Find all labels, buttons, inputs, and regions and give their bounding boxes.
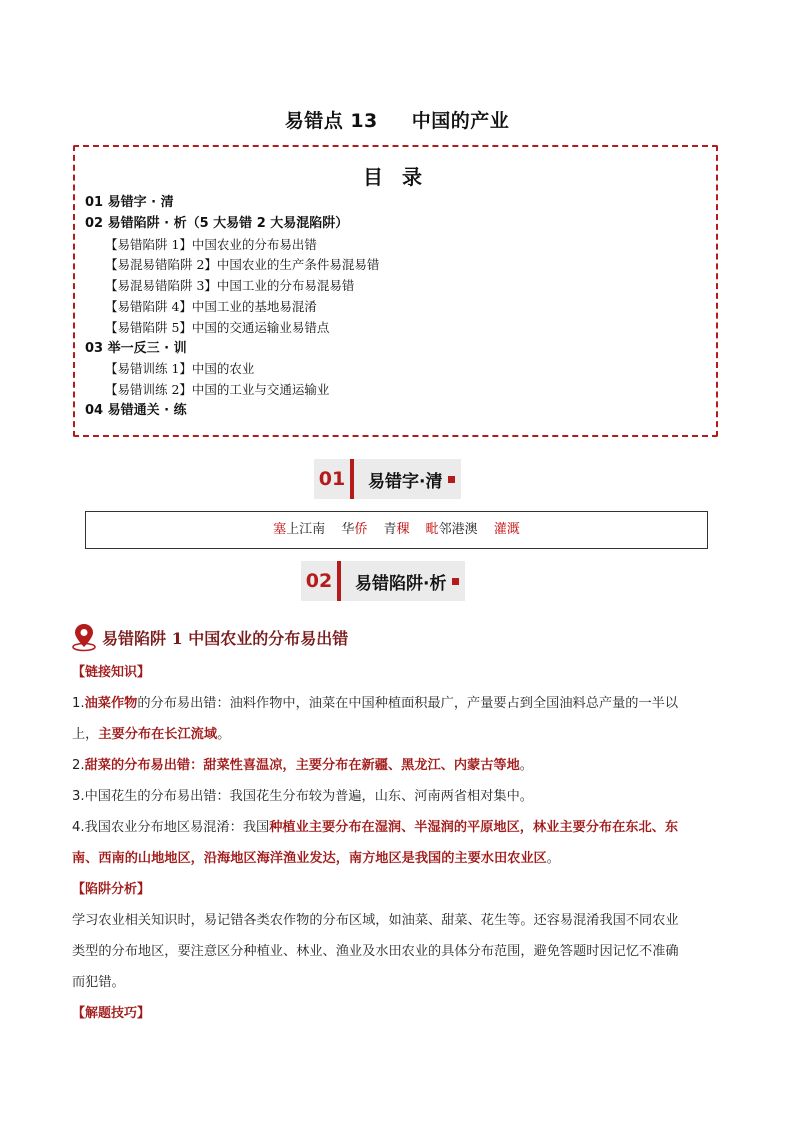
table-of-contents [73,145,718,437]
toc-heading: 目 录 [363,165,428,189]
toc-section-item[interactable]: 04 易错通关 · 练 [85,402,187,418]
section-header-02 [301,561,465,601]
toc-subitem[interactable]: 【易混易错陷阱 2】中国农业的生产条件易混易错 [105,257,380,273]
trap-title: 易错陷阱 1 中国农业的分布易出错 [102,628,349,648]
trap-heading [70,620,348,654]
word-list-box [85,511,708,549]
word-item: 塞上江南 [273,522,326,537]
section-label: 易错陷阱·析 [355,573,447,594]
paragraph-analysis: 学习农业相关知识时，易记错各类农作物的分布区域，如油菜、甜菜、花生等。还容易混淆我国不同农业 类型的分布地区，要注意区分种植业、林业、渔业及水田农业的具体分布范围，避免答题时因记忆不准确 而犯错。 [72,913,679,990]
tag-link-knowledge: 【链接知识】 [72,665,151,680]
toc-section-item[interactable]: 02 易错陷阱 · 析（5 大易错 2 大易混陷阱） [85,215,349,231]
location-pin-icon [70,622,98,652]
title-sub: 中国的产业 [411,110,510,132]
toc-subitem[interactable]: 【易错陷阱 5】中国的交通运输业易错点 [105,319,330,335]
toc-section-item[interactable]: 01 易错字 · 清 [85,195,174,210]
toc-list [85,193,706,422]
tag-solving-tips: 【解题技巧】 [72,1006,151,1021]
word-item: 灌溉 [493,522,520,537]
square-icon [448,476,455,483]
tag-trap-analysis: 【陷阱分析】 [72,882,151,897]
section-label: 易错字·清 [368,471,443,492]
section-number: 02 [305,570,333,592]
toc-subitem[interactable]: 【易错训练 2】中国的工业与交通运输业 [105,382,330,398]
paragraph-1: 1.油菜作物的分布易出错：油料作物中，油菜在中国种植面积最广，产量要占到全国油料总产量的一半以 上，主要分布在长江流域。 [72,696,679,742]
toc-section-item[interactable]: 03 举一反三 · 训 [85,340,187,356]
word-item: 青稞 [383,522,410,537]
paragraph-4: 4.我国农业分布地区易混淆：我国种植业主要分布在湿润、半湿润的平原地区，林业主要分布在东北、东 南、西南的山地地区，沿海地区海洋渔业发达，南方地区是我国的主要水田农业区。 [72,820,679,866]
section-number: 01 [318,468,346,490]
title-main: 易错点 13 [284,110,378,132]
page-title [0,106,794,133]
toc-subitem[interactable]: 【易错陷阱 1】中国农业的分布易出错 [105,236,317,252]
section-header-01 [314,459,461,499]
paragraph-3: 3.中国花生的分布易出错：我国花生分布较为普遍，山东、河南两省相对集中。 [72,789,533,804]
paragraph-2: 2.甜菜的分布易出错：甜菜性喜温凉，主要分布在新疆、黑龙江、内蒙古等地。 [72,758,533,773]
word-item: 毗邻港澳 [425,522,478,537]
word-item: 华侨 [341,522,368,537]
square-icon [452,578,459,585]
toc-subitem[interactable]: 【易混易错陷阱 3】中国工业的分布易混易错 [105,278,355,294]
toc-subitem[interactable]: 【易错训练 1】中国的农业 [105,361,255,377]
trap-content [72,657,722,1029]
toc-subitem[interactable]: 【易错陷阱 4】中国工业的基地易混淆 [105,298,317,314]
